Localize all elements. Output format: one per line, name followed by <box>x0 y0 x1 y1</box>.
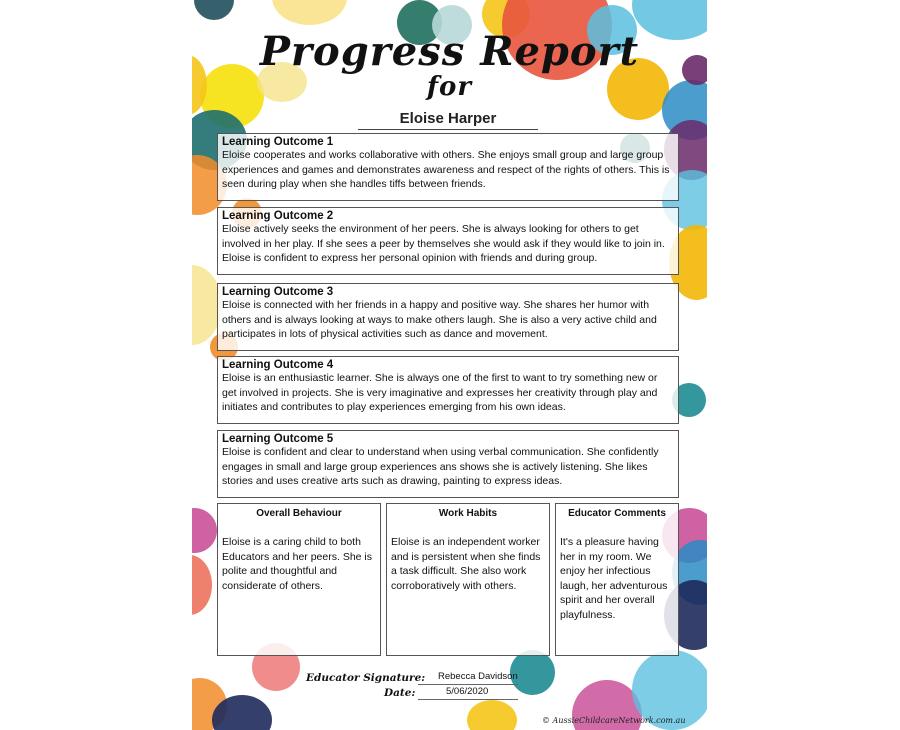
date-value: 5/06/2020 <box>446 686 489 697</box>
overall-behaviour-box <box>217 503 381 656</box>
outcome-box-5 <box>217 430 679 498</box>
decorative-dot <box>192 508 217 553</box>
outcome-heading: Learning Outcome 5 <box>222 433 334 445</box>
decorative-dot <box>467 700 517 730</box>
column-text: It's a pleasure having her in my room. We enjoy her infectious laugh, her adventurous spirit and her overall playfulness. <box>560 536 668 621</box>
decorative-dot <box>272 0 347 25</box>
outcome-box-2 <box>217 207 679 275</box>
outcome-text: Eloise actively seeks the environment of her peers. She is always looking for others to get involved in her play. If she sees a peer by themselves she would ask if they would like to join in. Eloise is confident to express her personal opinion with friends and during group. <box>222 223 665 264</box>
date-label: Date: <box>384 687 416 699</box>
column-heading: Educator Comments <box>568 508 666 519</box>
student-name: Eloise Harper <box>358 110 538 130</box>
column-heading: Overall Behaviour <box>256 508 342 519</box>
educator-comments-box <box>555 503 679 656</box>
outcome-text: Eloise is an enthusiastic learner. She is always one of the first to want to try something new or get involved in projects. She is very imaginative and expresses her creativity through play and initiates and contributes to play experiences emerging from his own ideas. <box>222 372 658 413</box>
column-text: Eloise is an independent worker and is persistent when she finds a task difficult. She also work corroboratively with others. <box>391 536 541 592</box>
outcome-text: Eloise is confident and clear to understand when using verbal communication. She confidently engages in small and large group experiences ans shows she is actively listening. She likes stories and uses creative arts such as drawing, painting to express ideas. <box>222 446 659 487</box>
outcome-text: Eloise cooperates and works collaborative with others. She enjoys small group and large group experiences and games and demonstrates awareness and respect of the rights of others. This is seen during play when she handles tiffs between friends. <box>222 149 670 190</box>
outcome-heading: Learning Outcome 1 <box>222 136 334 148</box>
outcome-heading: Learning Outcome 4 <box>222 359 334 371</box>
outcome-heading: Learning Outcome 2 <box>222 210 334 222</box>
decorative-dot <box>194 0 234 20</box>
outcome-text: Eloise is connected with her friends in a happy and positive way. She shares her humor with others and is always looking at ways to make others laugh. She is also a very active child and participates in lots of physical activities such as dance and movement. <box>222 299 657 340</box>
outcome-box-4 <box>217 356 679 424</box>
signature-line <box>418 684 518 685</box>
outcome-box-1 <box>217 133 679 201</box>
copyright-text: © AussieChildcareNetwork.com.au <box>542 716 686 725</box>
column-heading: Work Habits <box>438 508 498 519</box>
signature-label: Educator Signature: <box>306 672 426 684</box>
decorative-dot <box>192 555 212 615</box>
outcome-heading: Learning Outcome 3 <box>222 286 334 298</box>
signature-value: Rebecca Davidson <box>438 671 518 682</box>
outcome-box-3 <box>217 283 679 351</box>
report-title-for: for <box>426 72 473 102</box>
report-page <box>192 0 707 730</box>
report-title: Progress Report <box>259 28 640 75</box>
work-habits-box <box>386 503 550 656</box>
date-line <box>418 699 518 700</box>
column-text: Eloise is a caring child to both Educators and her peers. She is polite and thoughtful and considerate of others. <box>222 536 373 592</box>
